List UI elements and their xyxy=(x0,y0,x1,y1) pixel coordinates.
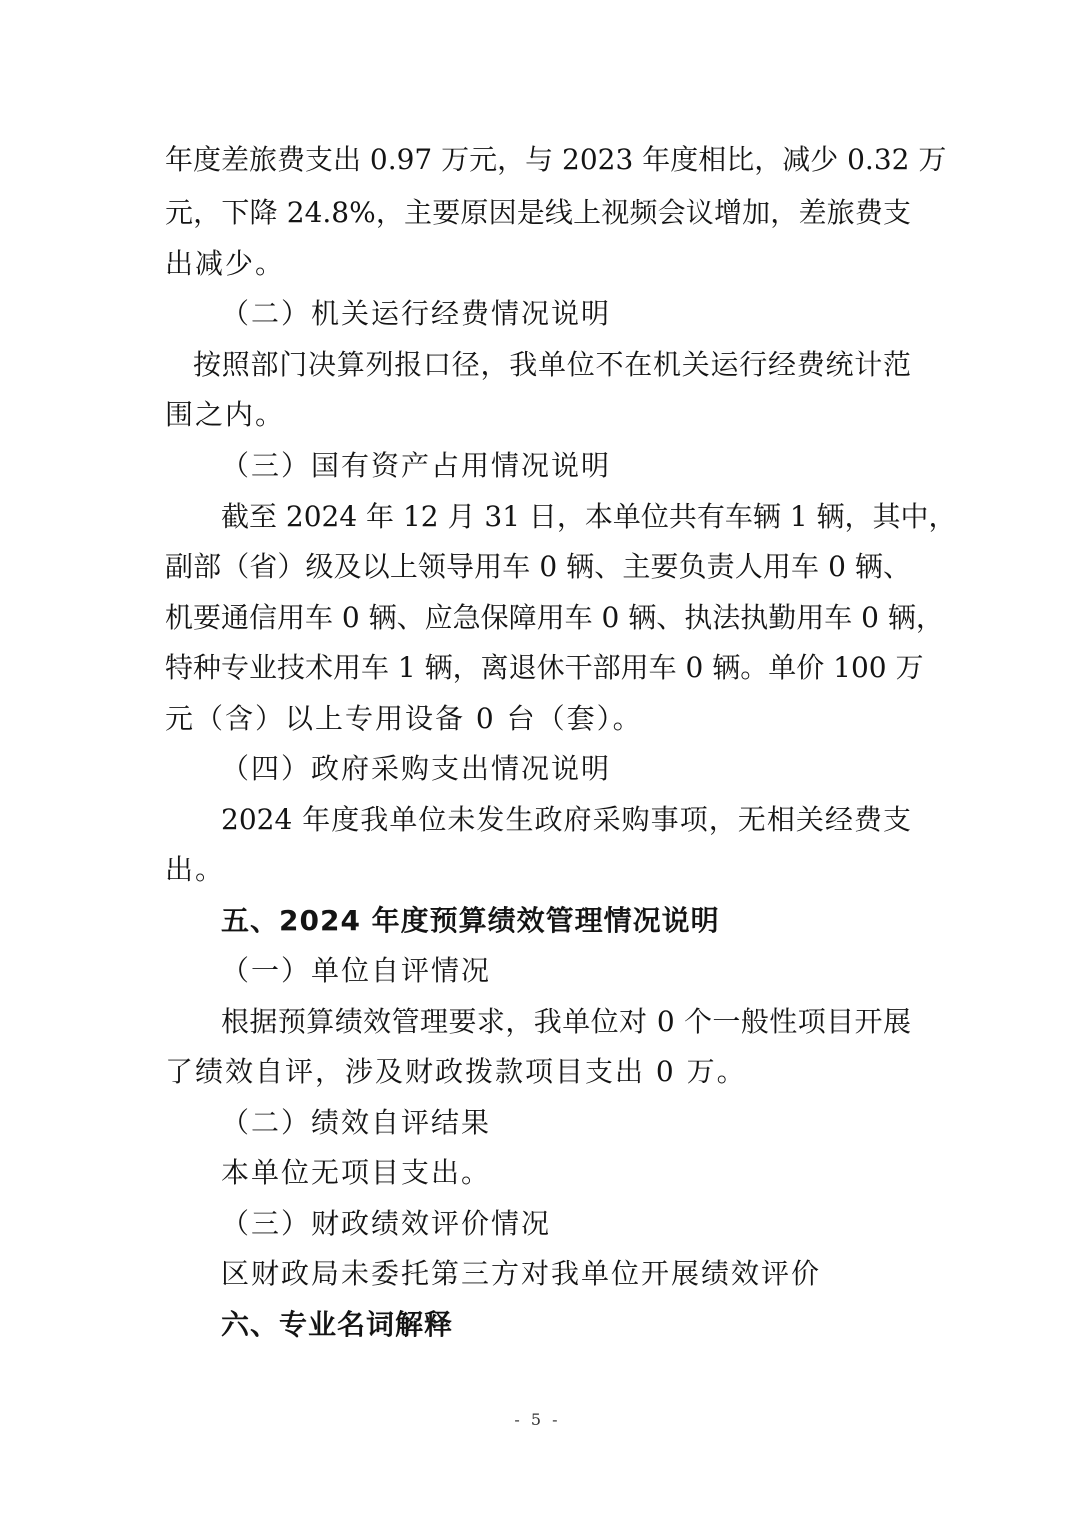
section-heading: （三）财政绩效评价情况 xyxy=(221,1207,552,1240)
paragraph-line: 年度差旅费支出 0.97 万元，与 2023 年度相比，减少 0.32 万 xyxy=(165,143,947,176)
section-heading: （四）政府采购支出情况说明 xyxy=(221,752,612,785)
section-heading: （一）单位自评情况 xyxy=(221,954,492,987)
section-heading: （三）国有资产占用情况说明 xyxy=(221,449,612,482)
paragraph-line: 副部（省）级及以上领导用车 0 辆、主要负责人用车 0 辆、 xyxy=(165,550,911,583)
paragraph-line: 出减少。 xyxy=(165,247,286,280)
paragraph-line: 出。 xyxy=(165,853,226,886)
paragraph-line: 本单位无项目支出。 xyxy=(221,1156,492,1189)
paragraph-line: 按照部门决算列报口径，我单位不在机关运行经费统计范 xyxy=(193,348,911,381)
paragraph-line: 2024 年度我单位未发生政府采购事项，无相关经费支 xyxy=(221,803,911,836)
paragraph-line: 机要通信用车 0 辆、应急保障用车 0 辆、执法执勤用车 0 辆， xyxy=(165,601,944,634)
chapter-heading: 五、2024 年度预算绩效管理情况说明 xyxy=(221,904,720,937)
paragraph-line: 元，下降 24.8%，主要原因是线上视频会议增加，差旅费支 xyxy=(165,196,911,229)
paragraph-line: 根据预算绩效管理要求，我单位对 0 个一般性项目开展 xyxy=(221,1005,911,1038)
paragraph-line: 元（含）以上专用设备 0 台（套）。 xyxy=(165,702,643,735)
paragraph-line: 了绩效自评，涉及财政拨款项目支出 0 万。 xyxy=(165,1055,747,1088)
chapter-heading: 六、专业名词解释 xyxy=(221,1308,454,1341)
paragraph-line: 区财政局未委托第三方对我单位开展绩效评价 xyxy=(221,1257,822,1290)
section-heading: （二）绩效自评结果 xyxy=(221,1106,492,1139)
paragraph-line: 围之内。 xyxy=(165,398,286,431)
page-number: - 5 - xyxy=(514,1410,561,1429)
paragraph-line: 截至 2024 年 12 月 31 日，本单位共有车辆 1 辆，其中， xyxy=(221,500,957,533)
paragraph-line: 特种专业技术用车 1 辆，离退休干部用车 0 辆。单价 100 万 xyxy=(165,651,924,684)
section-heading: （二）机关运行经费情况说明 xyxy=(221,297,612,330)
